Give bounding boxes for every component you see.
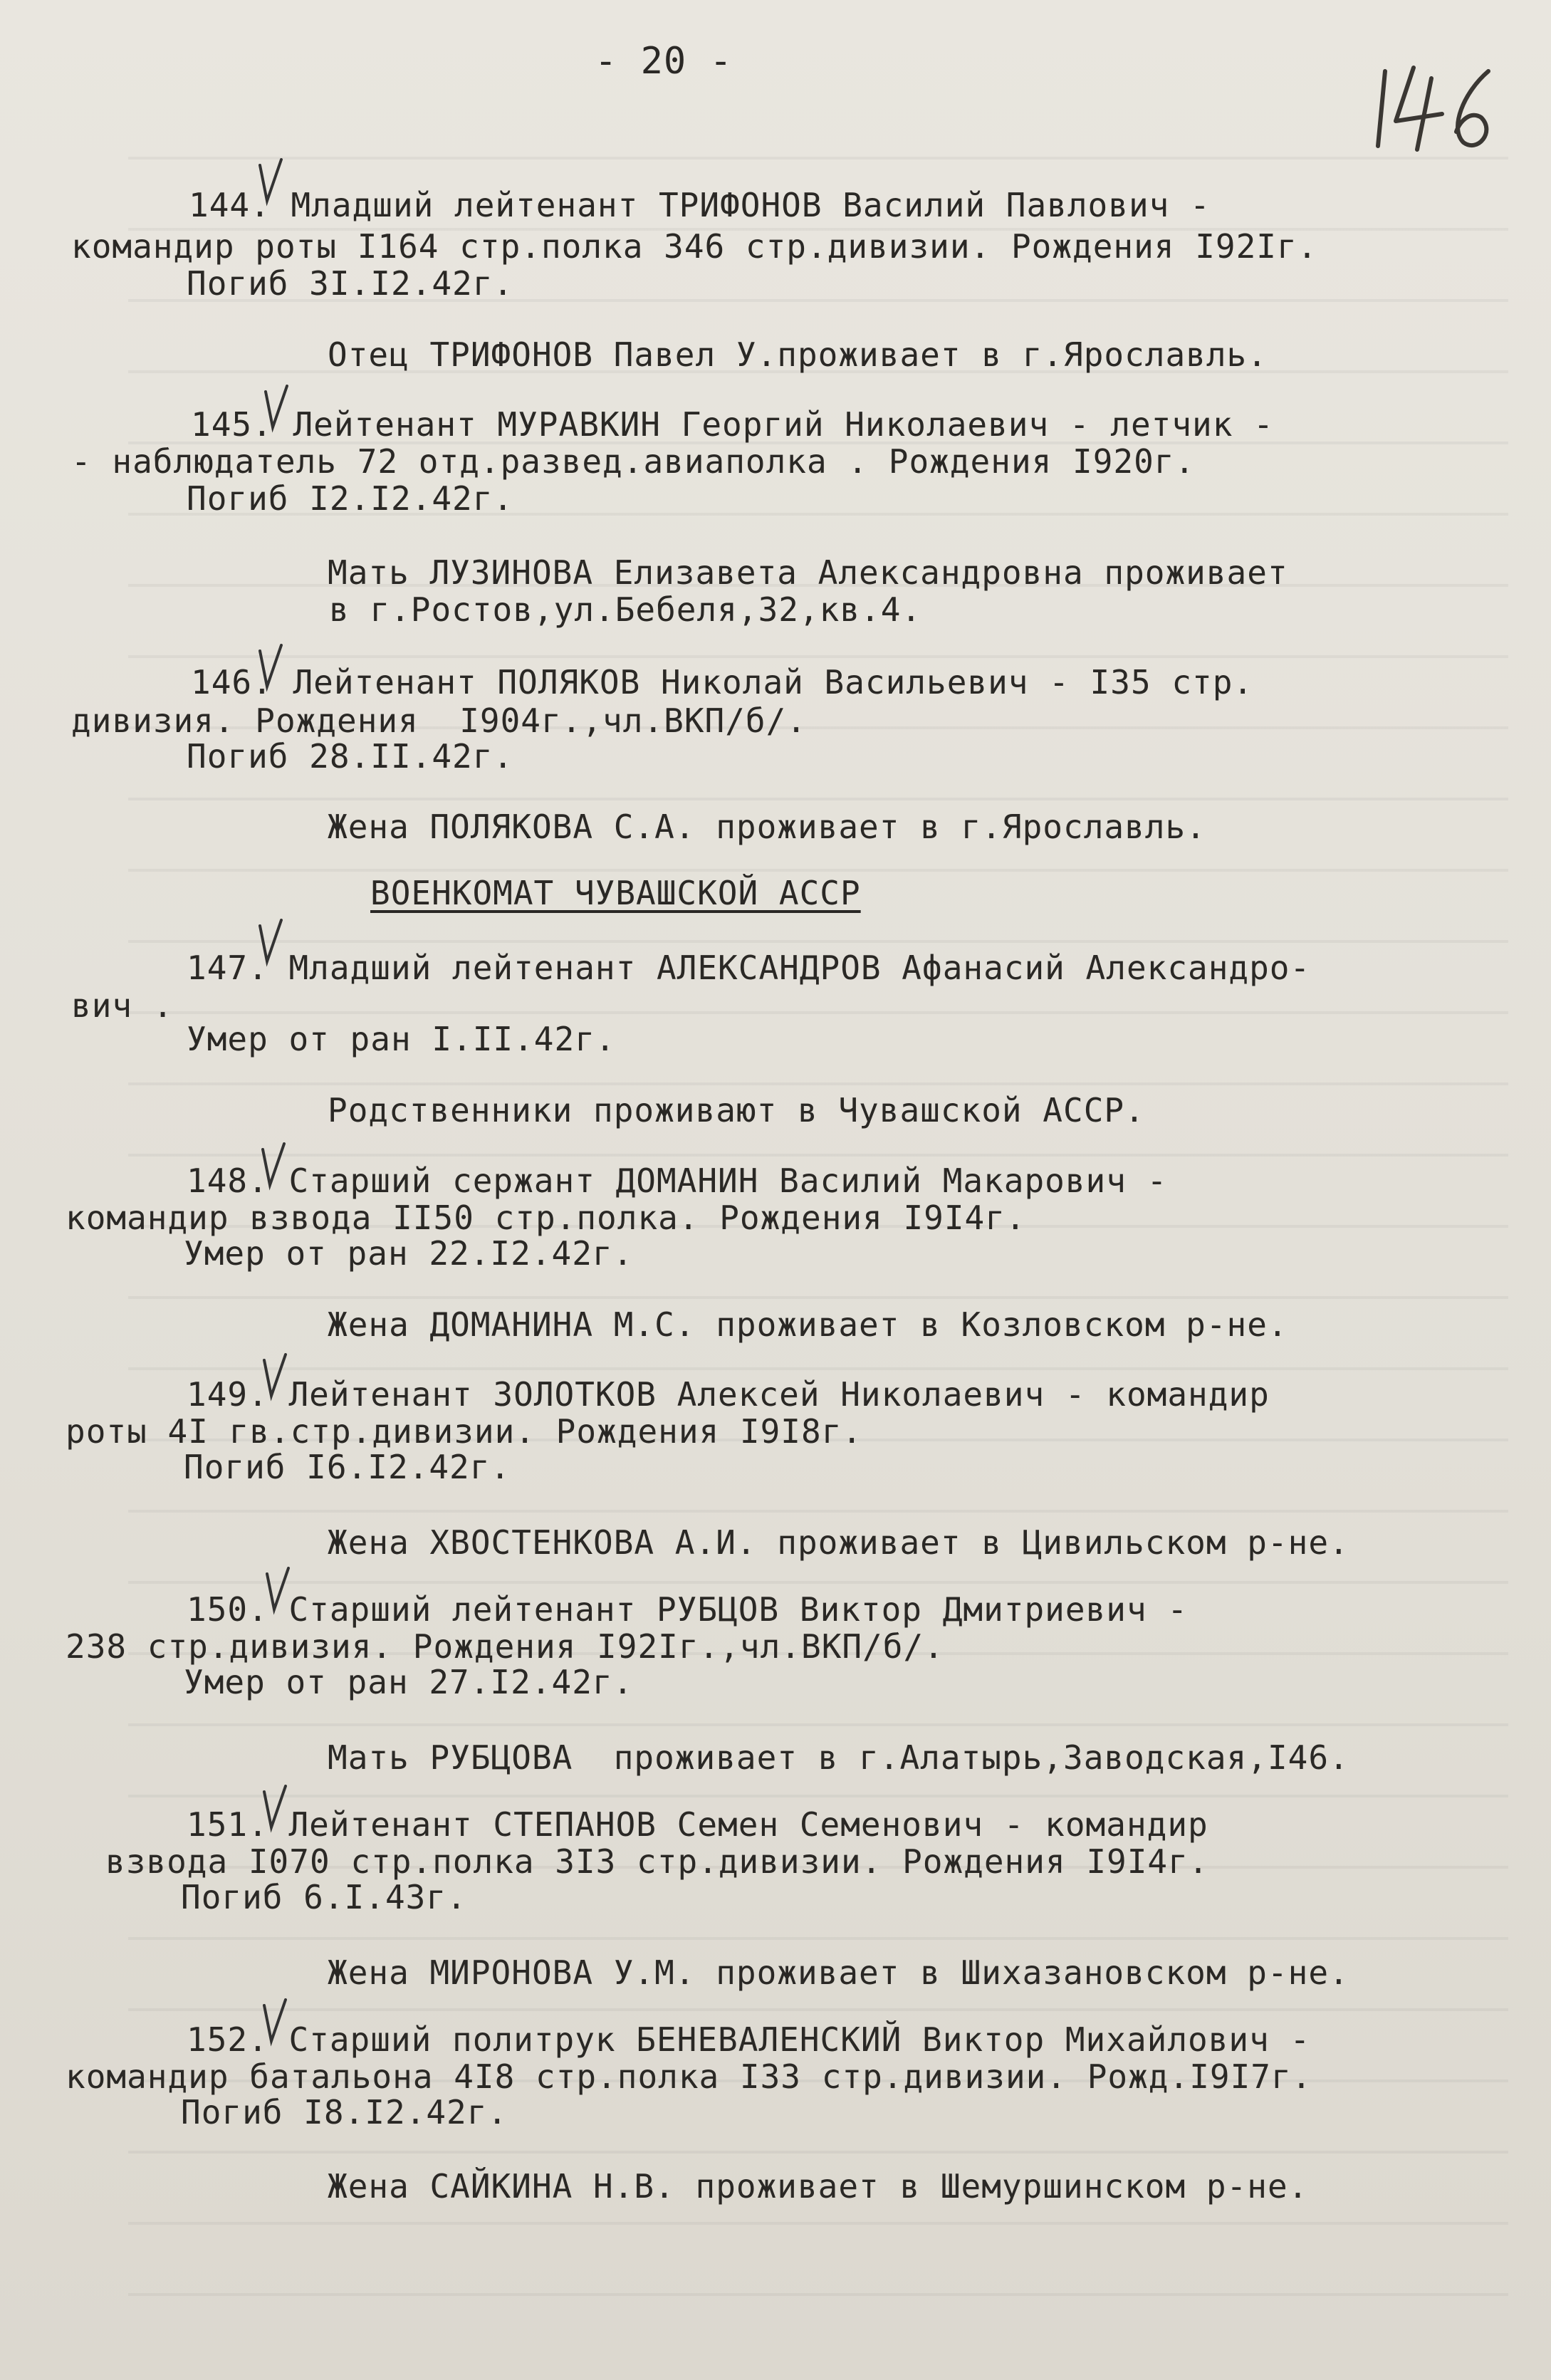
entry-150-line-3: Умер от ран 27.I2.42г. xyxy=(184,1663,634,1701)
entry-145-line-1: 145. Лейтенант МУРАВКИН Георгий Николаевич - летчик - xyxy=(191,405,1274,444)
check-mark-icon xyxy=(256,158,285,208)
check-mark-icon xyxy=(256,644,285,694)
entry-147-line-1: 147. Младший лейтенант АЛЕКСАНДРОВ Афанасий Александро- xyxy=(187,949,1311,987)
entry-148-line-1: 148. Старший сержант ДОМАНИН Василий Макарович - xyxy=(187,1162,1168,1200)
entry-151-line-1: 151. Лейтенант СТЕПАНОВ Семен Семенович - командир xyxy=(187,1805,1208,1844)
entry-144-line-3: Погиб 3I.I2.42г. xyxy=(187,264,514,303)
handwritten-archive-number xyxy=(1364,50,1506,157)
check-mark-icon xyxy=(261,1998,289,2048)
entry-146-relative: Жена ПОЛЯКОВА С.А. проживает в г.Ярославль. xyxy=(328,808,1206,846)
entry-151-line-3: Погиб 6.I.43г. xyxy=(181,1878,467,1916)
check-mark-icon xyxy=(263,1567,292,1617)
entry-149-relative: Жена ХВОСТЕНКОВА А.И. проживает в Цивильском р-не. xyxy=(328,1523,1349,1562)
entry-146-line-3: Погиб 28.II.42г. xyxy=(187,737,514,776)
entry-144-line-2: командир роты I164 стр.полка 346 стр.дивизии. Рождения I92Iг. xyxy=(71,227,1318,266)
entry-152-relative: Жена САЙКИНА Н.В. проживает в Шемуршинском р-не. xyxy=(328,2167,1309,2206)
entry-152-line-1: 152. Старший политрук БЕНЕВАЛЕНСКИЙ Виктор Михайлович - xyxy=(187,2020,1311,2059)
entry-151-line-2: взвода I070 стр.полка 3I3 стр.дивизии. Рождения I9I4г. xyxy=(105,1842,1209,1881)
entry-145-line-2: - наблюдатель 72 отд.развед.авиаполка . Рождения I920г. xyxy=(71,442,1196,481)
check-mark-icon xyxy=(256,919,285,969)
entry-150-relative: Мать РУБЦОВА проживает в г.Алатырь,Заводская,I46. xyxy=(328,1738,1349,1777)
entry-150-line-2: 238 стр.дивизия. Рождения I92Iг.,чл.ВКП/б/. xyxy=(66,1627,944,1666)
entry-152-line-3: Погиб I8.I2.42г. xyxy=(181,2093,508,2131)
check-mark-icon xyxy=(262,385,291,434)
entry-148-relative: Жена ДОМАНИНА М.С. проживает в Козловском р-не. xyxy=(328,1305,1288,1344)
entry-144-line-1: 144. Младший лейтенант ТРИФОНОВ Василий Павлович - xyxy=(189,186,1211,224)
check-mark-icon xyxy=(259,1142,288,1192)
entry-148-line-3: Умер от ран 22.I2.42г. xyxy=(184,1234,634,1273)
entry-146-line-1: 146. Лейтенант ПОЛЯКОВ Николай Васильевич - I35 стр. xyxy=(191,663,1254,701)
section-heading: ВОЕНКОМАТ ЧУВАШСКОЙ АССР xyxy=(370,874,861,912)
entry-147-line-2: вич . xyxy=(71,986,174,1025)
check-mark-icon xyxy=(261,1353,289,1403)
entry-149-line-3: Погиб I6.I2.42г. xyxy=(184,1448,511,1486)
check-mark-icon xyxy=(261,1785,289,1834)
page-number: - 20 - xyxy=(595,40,733,83)
entry-151-relative: Жена МИРОНОВА У.М. проживает в Шихазановском р-не. xyxy=(328,1953,1349,1992)
entry-145-line-3: Погиб I2.I2.42г. xyxy=(187,479,514,518)
entry-149-line-2: роты 4I гв.стр.дивизии. Рождения I9I8г. xyxy=(66,1412,863,1451)
entry-149-line-1: 149. Лейтенант ЗОЛОТКОВ Алексей Николаевич - командир xyxy=(187,1375,1270,1414)
entry-150-line-1: 150. Старший лейтенант РУБЦОВ Виктор Дмитриевич - xyxy=(187,1590,1189,1629)
entry-148-line-2: командир взвода II50 стр.полка. Рождения I9I4г. xyxy=(66,1199,1026,1237)
entry-147-relative: Родственники проживают в Чувашской АССР. xyxy=(328,1091,1145,1129)
archive-page-number xyxy=(1364,50,1506,157)
entry-145-relative-line-1: Мать ЛУЗИНОВА Елизавета Александровна проживает xyxy=(328,553,1288,592)
entry-145-relative-line-2: в г.Ростов,ул.Бебеля,32,кв.4. xyxy=(329,590,922,629)
entry-144-relative: Отец ТРИФОНОВ Павел У.проживает в г.Ярославль. xyxy=(328,335,1268,374)
entry-147-line-3: Умер от ран I.II.42г. xyxy=(187,1020,616,1058)
entry-152-line-2: командир батальона 4I8 стр.полка I33 стр.дивизии. Рожд.I9I7г. xyxy=(66,2057,1312,2096)
entry-146-line-2: дивизия. Рождения I904г.,чл.ВКП/б/. xyxy=(71,701,807,740)
